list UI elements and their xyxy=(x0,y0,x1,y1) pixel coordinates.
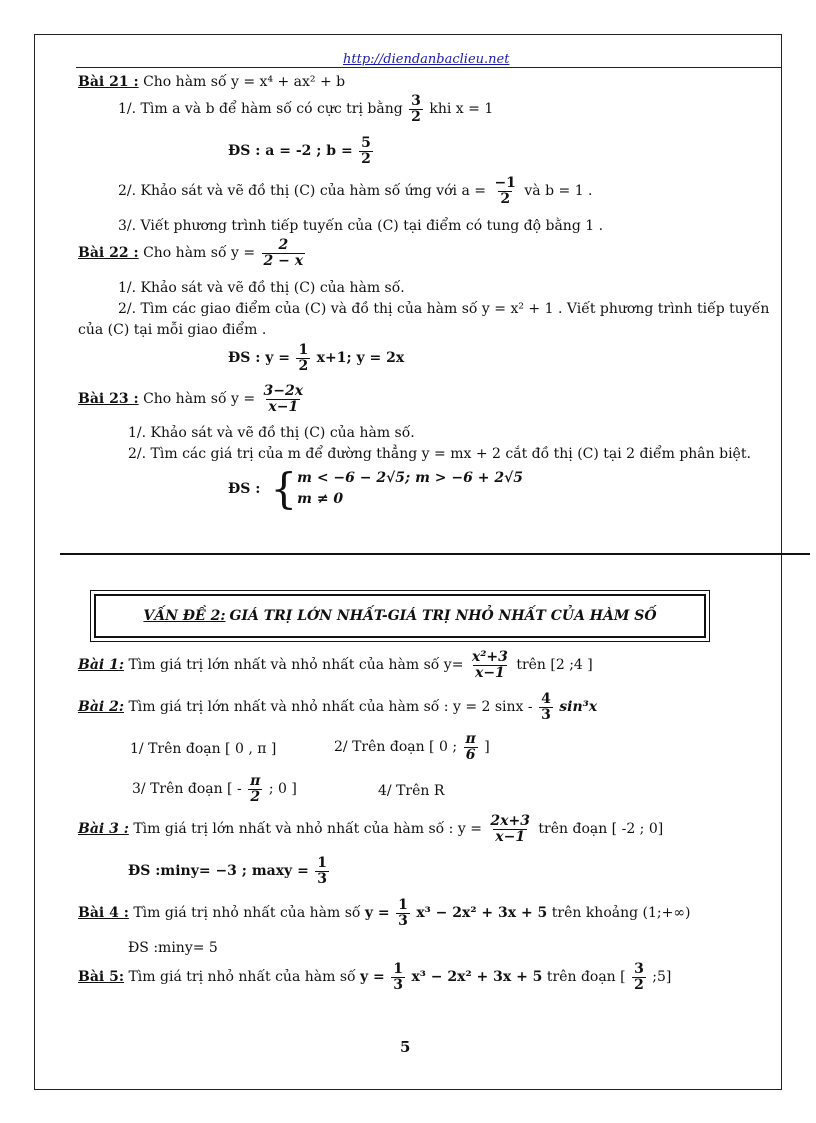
problem-21-q1: 1/. Tìm a và b để hàm số có cực trị bằng $\frac{3}{2}$ khi x = 1 xyxy=(118,93,494,125)
topic-prefix: VẤN ĐỀ 2: xyxy=(143,608,226,624)
fraction: $\frac{3}{2}$ xyxy=(411,93,421,125)
problem-23-label: Bài 23 : xyxy=(78,391,139,408)
problem-22-answer: ĐS : y = $\frac{1}{2}$ x+1; y = 2x xyxy=(228,342,405,374)
problem-4-label: Bài 4 : xyxy=(78,905,129,922)
fraction: $\frac{3-2x}{x-1}$ xyxy=(263,383,304,415)
fraction: $\frac{2x+3}{x-1}$ xyxy=(490,813,530,845)
fraction: $\frac{\pi}{6}$ xyxy=(465,731,476,763)
fraction: $\frac{5}{2}$ xyxy=(361,135,371,167)
problem-2-option-3: 3/ Trên đoạn [ - $\frac{\pi}{2}$ ; 0 ] xyxy=(132,773,297,805)
fraction: $\frac{3}{2}$ xyxy=(634,961,644,993)
problem-2-option-4: 4/ Trên R xyxy=(378,783,445,799)
section-divider xyxy=(60,553,810,555)
topic-title: GIÁ TRỊ LỚN NHẤT-GIÁ TRỊ NHỎ NHẤT CỦA HÀM SỐ xyxy=(229,608,657,624)
problem-2-option-2: 2/ Trên đoạn [ 0 ; $\frac{\pi}{6}$ ] xyxy=(334,731,490,763)
problem-2-label: Bài 2: xyxy=(78,699,125,716)
condition-system: m < −6 − 2√5; m > −6 + 2√5 m ≠ 0 xyxy=(297,470,524,507)
topic-box xyxy=(94,594,706,638)
page-number: 5 xyxy=(400,1038,411,1056)
problem-3-answer: ĐS :miny= −3 ; maxy = $\frac{1}{3}$ xyxy=(128,855,327,887)
problem-21-answer: ĐS : a = -2 ; b = $\frac{5}{2}$ xyxy=(228,135,371,167)
problem-22-statement: Bài 22 : Cho hàm số y = $\frac{2}{2 - x}$ xyxy=(78,237,304,269)
problem-22-label: Bài 22 : xyxy=(78,245,139,262)
problem-3-label: Bài 3 : xyxy=(78,821,129,838)
fraction: $\frac{2}{2 - x}$ xyxy=(263,237,304,269)
problem-23-answer: ĐS : { m < −6 − 2√5; m > −6 + 2√5 m ≠ 0 xyxy=(228,464,524,513)
problem-23-statement: Bài 23 : Cho hàm số y = $\frac{3-2x}{x-1}$ xyxy=(78,383,304,415)
fraction: $\frac{-1}{2}$ xyxy=(494,175,516,207)
problem-22-q1: 1/. Khảo sát và vẽ đồ thị (C) của hàm số. xyxy=(118,280,405,296)
problem-2-option-1: 1/ Trên đoạn [ 0 , π ] xyxy=(130,741,277,757)
fraction: $\frac{1}{2}$ xyxy=(298,342,309,374)
problem-3-statement: Bài 3 : Tìm giá trị lớn nhất và nhỏ nhất của hàm số : y = $\frac{2x+3}{x-1}$ trên đoạn [ -2 ; 0] xyxy=(78,813,664,845)
problem-22-q2-line2: của (C) tại mỗi giao điểm . xyxy=(78,322,267,338)
problem-21-label: Bài 21 : xyxy=(78,74,139,90)
problem-4-statement: Bài 4 : Tìm giá trị nhỏ nhất của hàm số y = $\frac{1}{3}$ x³ − 2x² + 3x + 5 trên khoảng (1;+∞) xyxy=(78,897,691,929)
problem-5-label: Bài 5: xyxy=(78,969,125,986)
problem-23-q2: 2/. Tìm các giá trị của m để đường thẳng y = mx + 2 cắt đồ thị (C) tại 2 điểm phân biệt. xyxy=(128,446,751,462)
problem-22-q2-line1: 2/. Tìm các giao điểm của (C) và đồ thị của hàm số y = x² + 1 . Viết phương trình tiếp tuyến xyxy=(118,301,770,317)
problem-2-statement: Bài 2: Tìm giá trị lớn nhất và nhỏ nhất của hàm số : y = 2 sinx - $\frac{4}{3}$ sin³x xyxy=(78,691,598,723)
problem-21-q2: 2/. Khảo sát và vẽ đồ thị (C) của hàm số ứng với a = $\frac{-1}{2}$ và b = 1 . xyxy=(118,175,593,207)
problem-21-q3: 3/. Viết phương trình tiếp tuyến của (C) tại điểm có tung độ bằng 1 . xyxy=(118,218,604,234)
problem-23-q1: 1/. Khảo sát và vẽ đồ thị (C) của hàm số. xyxy=(128,425,415,441)
header-rule xyxy=(76,67,782,68)
brace: { xyxy=(270,464,298,513)
header-url-link[interactable]: http://diendanbaclieu.net xyxy=(343,52,510,67)
problem-5-statement: Bài 5: Tìm giá trị nhỏ nhất của hàm số y = $\frac{1}{3}$ x³ − 2x² + 3x + 5 trên đoạn [ $\frac{3}{2}$ ;5] xyxy=(78,961,672,993)
fraction: $\frac{1}{3}$ xyxy=(398,897,408,929)
problem-1-label: Bài 1: xyxy=(78,657,125,674)
fraction: $\frac{1}{3}$ xyxy=(393,961,403,993)
fraction: $\frac{1}{3}$ xyxy=(317,855,327,887)
problem-1-statement: Bài 1: Tìm giá trị lớn nhất và nhỏ nhất của hàm số y= $\frac{\text{x²+3}}{x-1}$ trên [2 ;4 ] xyxy=(78,649,593,681)
problem-21-intro: Cho hàm số y = x⁴ + ax² + b xyxy=(143,74,346,90)
problem-21-statement xyxy=(78,74,345,90)
problem-4-answer: ĐS :miny= 5 xyxy=(128,940,218,956)
fraction: $\frac{\text{x²+3}}{x-1}$ xyxy=(471,649,508,681)
fraction: $\frac{\pi}{2}$ xyxy=(250,773,261,805)
fraction: $\frac{4}{3}$ xyxy=(541,691,551,723)
